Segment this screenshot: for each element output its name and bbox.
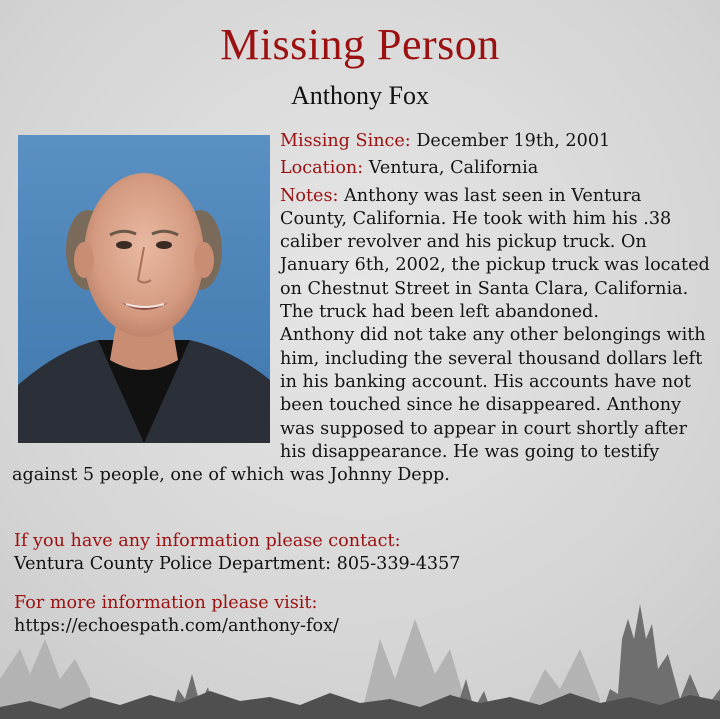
person-name: Anthony Fox bbox=[291, 81, 429, 110]
location-value: Ventura, California bbox=[368, 158, 539, 179]
notes-label: Notes: bbox=[280, 185, 339, 206]
more-info-label: For more information please visit: bbox=[14, 593, 318, 613]
details-block bbox=[12, 130, 712, 487]
location-label: Location: bbox=[280, 158, 364, 179]
notes-text-2: Anthony did not take any other belongings with him, including the several thousand dollars left in his banking account. His accounts have not been touched since he disappeared. Anthony was supposed to appear in court shortly after his disappearance. He was going to testify against 5 people, one of which was Johnny Depp. bbox=[12, 325, 706, 486]
poster-title: Missing Person bbox=[220, 20, 500, 69]
forest-silhouette bbox=[0, 579, 720, 719]
notes-text: Anthony was last seen in Ventura County, California. He took with him his .38 caliber revolver and his pickup truck. On January 6th, 2002, the pickup truck was located on Chestnut Street in Santa Clara, California. The truck had been left abandoned. bbox=[280, 185, 710, 323]
missing-since-label: Missing Since: bbox=[280, 131, 411, 151]
contact-label: If you have any information please contact: bbox=[14, 531, 401, 551]
missing-since-value: December 19th, 2001 bbox=[416, 131, 611, 151]
contact-value: Ventura County Police Department: 805-339-4357 bbox=[14, 554, 461, 574]
more-info-url[interactable]: https://echoespath.com/anthony-fox/ bbox=[14, 616, 339, 636]
contact-block bbox=[14, 530, 704, 576]
